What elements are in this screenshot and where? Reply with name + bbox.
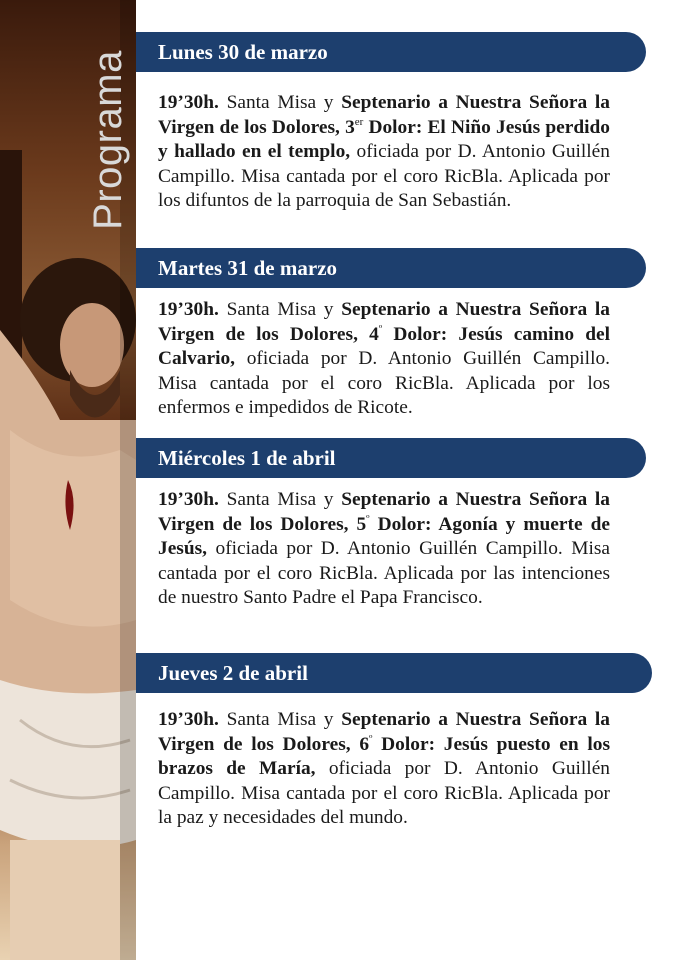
- day-header-miercoles: Miércoles 1 de abril: [136, 438, 646, 478]
- entry-bold-dolor: Dolor: El Niño Jesús perdido y hallado en el templo,: [158, 116, 610, 162]
- entry-time: 19’30h.: [158, 299, 219, 320]
- entry-bold-dolor: Dolor: Jesús camino del Calvario,: [158, 323, 610, 369]
- entry-text: Santa Misa y: [218, 299, 342, 320]
- entry-text: Santa Misa y: [218, 489, 342, 510]
- entry-bold-title: Septenario a Nuestra Señora la Virgen de los Dolores, 5: [158, 489, 610, 535]
- entry-bold-dolor: Dolor: Jesús puesto en los brazos de María,: [158, 733, 610, 779]
- entry-ordinal: º: [378, 322, 383, 335]
- entry-details: oficiada por D. Antonio Guillén Campillo. Misa cantada por el coro RicBla. Aplicada por las intenciones de nuestro Santo Padre el Papa Francisco.: [158, 538, 610, 608]
- entry-details: oficiada por D. Antonio Guillén Campillo. Misa cantada por el coro RicBla. Aplicada por la paz y necesidades del mundo.: [158, 758, 610, 828]
- entry-text: Santa Misa y: [218, 709, 342, 730]
- entry-ordinal: º: [369, 732, 373, 745]
- entry-bold-title: Septenario a Nuestra Señora la Virgen de los Dolores, 4: [158, 299, 610, 345]
- entry-details: oficiada por D. Antonio Guillén Campillo. Misa cantada por el coro RicBla. Aplicada por los difuntos de la parroquia de San Sebastián.: [158, 141, 610, 211]
- entry-time: 19’30h.: [158, 489, 219, 510]
- entry-ordinal: er: [354, 115, 364, 128]
- entry-text: Santa Misa y: [218, 92, 342, 113]
- program-title-text: Programa: [86, 50, 130, 230]
- day-header-martes: Martes 31 de marzo: [136, 248, 646, 288]
- day-entry-miercoles: [158, 488, 610, 611]
- day-header-lunes: Lunes 30 de marzo: [136, 32, 646, 72]
- day-entry-jueves: [158, 708, 610, 831]
- day-entry-martes: [158, 298, 610, 421]
- entry-time: 19’30h.: [158, 709, 219, 730]
- entry-bold-dolor: Dolor: Agonía y muerte de Jesús,: [158, 513, 610, 559]
- day-header-jueves: Jueves 2 de abril: [136, 653, 652, 693]
- entry-details: oficiada por D. Antonio Guillén Campillo. Misa cantada por el coro RicBla. Aplicada por los enfermos e impedidos de Ricote.: [158, 348, 610, 418]
- crucifix-photo-strip: [0, 0, 136, 960]
- entry-time: 19’30h.: [158, 92, 219, 113]
- program-vertical-title: [84, 40, 132, 240]
- entry-ordinal: º: [366, 512, 370, 525]
- entry-bold-title: Septenario a Nuestra Señora la Virgen de los Dolores, 3: [158, 92, 610, 138]
- entry-bold-title: Septenario a Nuestra Señora la Virgen de los Dolores, 6: [158, 709, 610, 755]
- day-entry-lunes: [158, 91, 610, 214]
